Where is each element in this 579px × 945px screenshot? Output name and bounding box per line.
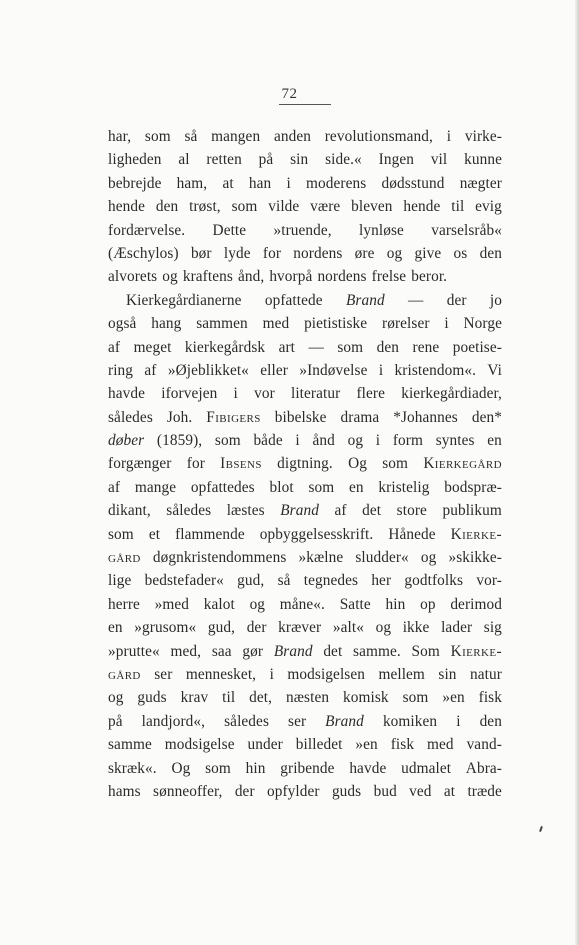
word: sig	[483, 619, 502, 637]
word: sønneoffer,	[153, 782, 223, 800]
word: som	[231, 198, 258, 216]
word: således	[108, 408, 153, 426]
word: med	[262, 315, 290, 333]
word: gård	[108, 665, 141, 683]
word: mange	[134, 478, 177, 496]
text-line	[108, 359, 502, 382]
word: saa	[211, 642, 232, 660]
word: give	[414, 244, 442, 262]
text-line	[108, 686, 502, 709]
text-line	[108, 195, 502, 218]
word: (Æschylos)	[108, 244, 179, 262]
word: ser	[288, 712, 307, 730]
word: komiken	[382, 712, 438, 730]
word: digtning.	[277, 455, 333, 473]
word: i	[378, 361, 384, 379]
word: vand-	[466, 736, 502, 754]
word: sin	[438, 665, 457, 683]
text-line	[108, 172, 502, 195]
word: Satte	[339, 595, 371, 613]
word: døber	[108, 432, 145, 450]
word: af	[334, 502, 347, 520]
word: det	[323, 642, 343, 660]
word: »med	[154, 595, 190, 613]
word: og	[420, 549, 437, 567]
word: for	[262, 244, 282, 262]
word: »skikke-	[448, 549, 502, 567]
word: vil	[430, 151, 448, 169]
word: i	[456, 712, 461, 730]
word: øre	[354, 244, 375, 262]
word: meget	[133, 338, 172, 356]
word: det,	[249, 689, 273, 707]
word: »en	[355, 736, 378, 754]
word: af	[108, 338, 121, 356]
word: revolutionsmand,	[324, 128, 433, 145]
text-line	[108, 733, 502, 756]
word: der	[234, 782, 255, 800]
word: landjord«,	[141, 712, 206, 730]
word: Og	[348, 455, 367, 473]
word: gud,	[207, 619, 236, 637]
word: iforvejen	[161, 385, 218, 403]
text-line	[108, 312, 502, 335]
word: modsigelse	[164, 736, 235, 754]
word: og	[375, 619, 392, 637]
word: —	[308, 338, 324, 356]
word: form	[392, 432, 423, 450]
word: hende	[403, 198, 441, 216]
word: havde	[349, 759, 387, 777]
word: hvorpå	[269, 268, 313, 286]
text-line	[108, 523, 502, 546]
word: hin	[245, 759, 266, 777]
word: gør	[242, 642, 264, 660]
word: den	[155, 198, 179, 216]
word: ring	[108, 361, 134, 379]
word: lynløse	[359, 221, 404, 239]
word: kristendom«.	[394, 361, 477, 379]
word: anden	[273, 128, 311, 145]
word: har,	[108, 128, 132, 145]
word: al	[178, 151, 190, 169]
text-line	[108, 710, 502, 733]
word: og	[386, 244, 403, 262]
word: med	[427, 736, 454, 754]
word: han	[248, 174, 272, 192]
word: hin	[385, 595, 406, 613]
text-line	[108, 663, 502, 686]
word: bibelske	[274, 408, 327, 426]
word: lige	[108, 572, 132, 590]
word: flammende	[175, 525, 245, 543]
word: det	[362, 502, 382, 520]
word: og	[108, 689, 124, 707]
word: kræver	[278, 619, 322, 637]
word: gud,	[237, 572, 265, 590]
word: den*	[471, 408, 502, 426]
word: Fibigers	[206, 408, 261, 426]
word: —	[408, 291, 424, 309]
word: ved	[409, 782, 432, 800]
word: Abra-	[465, 759, 502, 777]
body-text	[108, 125, 502, 803]
word: trøst,	[189, 198, 221, 216]
word: opbyggelsesskrift.	[259, 525, 374, 543]
word: bleven	[351, 198, 393, 216]
word: billedet	[295, 736, 343, 754]
word: kraftens	[182, 268, 233, 286]
word: i	[233, 385, 238, 403]
word: herre	[108, 595, 140, 613]
word: som	[214, 432, 241, 450]
word: den	[479, 244, 502, 262]
word: blot	[269, 478, 294, 496]
word: eller	[260, 361, 288, 379]
word: »kælne	[298, 549, 344, 567]
word: en	[349, 478, 364, 496]
word: poetise-	[452, 338, 502, 356]
word: »truende,	[273, 221, 332, 239]
word: kalot	[203, 595, 235, 613]
word: gård	[108, 549, 141, 567]
word: med,	[170, 642, 202, 660]
word: som	[205, 759, 231, 777]
word: den	[479, 712, 502, 730]
word: ikke	[402, 619, 430, 637]
word: »Øjeblikket«	[167, 361, 249, 379]
word: rene	[412, 338, 440, 356]
word: (1859),	[156, 432, 203, 450]
word: komisk	[343, 689, 389, 707]
word: os	[453, 244, 468, 262]
word: måne«.	[279, 595, 325, 613]
word: Og	[171, 759, 191, 777]
word: kierkegårdiader,	[401, 385, 502, 403]
word: Brand	[325, 712, 364, 730]
word: kristelig	[378, 478, 430, 496]
word: Brand	[345, 291, 385, 309]
text-line	[108, 219, 502, 242]
word: ånd	[312, 432, 335, 450]
word: kierkegårdsk	[184, 338, 266, 356]
word: godtfolks	[404, 572, 464, 590]
text-line	[108, 429, 502, 452]
word: vor	[254, 385, 275, 403]
text-line	[108, 780, 502, 803]
word: op	[420, 595, 436, 613]
word: i	[286, 174, 291, 192]
word: Kierkegårdianerne	[126, 291, 242, 309]
word: træde	[467, 782, 502, 800]
word: store	[396, 502, 427, 520]
word: »en	[442, 689, 465, 707]
word: drama	[340, 408, 380, 426]
text-line	[108, 289, 502, 312]
word: dødsstund	[381, 174, 445, 192]
word: natur	[470, 665, 502, 683]
word: varselsråb«	[431, 221, 502, 239]
word: nordens	[317, 268, 367, 286]
word: derimod	[450, 595, 502, 613]
text-line	[108, 616, 502, 639]
word: opfattede	[264, 291, 323, 309]
word: fisk	[390, 736, 415, 754]
word: hang	[151, 315, 182, 333]
text-line	[108, 406, 502, 429]
word: som	[402, 689, 429, 707]
word: sin	[290, 151, 309, 169]
word: Ingen	[378, 151, 414, 169]
word: moderens	[306, 174, 367, 192]
word: krav	[180, 689, 209, 707]
word: art	[278, 338, 296, 356]
word: opfattedes	[190, 478, 255, 496]
word: forgænger	[108, 455, 172, 473]
word: frelse	[371, 268, 407, 286]
word: ham,	[176, 174, 208, 192]
word: Ibsens	[220, 455, 262, 473]
word: skræk«.	[108, 759, 157, 777]
word: næsten	[286, 689, 330, 707]
page-number-rule	[279, 104, 331, 105]
word: i	[269, 665, 274, 683]
word: både	[253, 432, 283, 450]
word: så	[277, 572, 291, 590]
word: »grusom«	[134, 619, 197, 637]
word: døgnkristendommens	[152, 549, 287, 567]
page-number: 72	[281, 86, 298, 102]
word: som	[144, 128, 171, 145]
word: bebrejde	[108, 174, 162, 192]
word: Brand	[273, 642, 313, 660]
word: på	[258, 151, 274, 169]
word: tegnedes	[303, 572, 359, 590]
word: Som	[411, 642, 440, 660]
ink-speck	[539, 826, 543, 832]
word: og	[249, 595, 266, 613]
text-line	[108, 593, 502, 616]
word: ser	[154, 665, 173, 683]
word: nægter	[459, 174, 502, 192]
word: publikum	[442, 502, 502, 520]
word: en	[108, 619, 123, 637]
word: og	[347, 432, 364, 450]
word: nordens	[293, 244, 343, 262]
word: ligheden	[108, 151, 162, 169]
word: til	[222, 689, 236, 707]
word: Dette	[212, 221, 247, 239]
word: udmalet	[401, 759, 452, 777]
word: som	[108, 525, 134, 543]
word: Hånede	[388, 525, 436, 543]
text-line	[108, 569, 502, 592]
word: jo	[489, 291, 502, 309]
word: literatur	[290, 385, 341, 403]
word: af	[144, 361, 157, 379]
word: vor-	[476, 572, 502, 590]
word: som	[337, 338, 364, 356]
word: i	[295, 432, 300, 450]
word: for	[186, 455, 205, 473]
page-edge	[575, 0, 579, 945]
word: af	[108, 478, 121, 496]
word: side.«	[325, 151, 362, 169]
word: i	[446, 128, 452, 145]
word: Norge	[463, 315, 502, 333]
word: den	[376, 338, 400, 356]
word: som	[382, 455, 409, 473]
word: lader	[441, 619, 473, 637]
word: under	[247, 736, 283, 754]
word: her	[371, 572, 392, 590]
word: Brand	[280, 502, 319, 520]
word: der	[446, 291, 467, 309]
word: *Johannes	[393, 408, 458, 426]
word: bodspræ-	[444, 478, 502, 496]
text-line	[108, 336, 502, 359]
word: og	[162, 268, 178, 286]
word: dikant,	[108, 502, 151, 520]
word: samme	[108, 736, 152, 754]
word: fordærvelse.	[108, 221, 186, 239]
word: hams	[108, 782, 141, 800]
word: Kierke-	[450, 525, 502, 543]
text-line	[108, 452, 502, 475]
word: i	[444, 315, 449, 333]
text-line	[108, 148, 502, 171]
word: rørelser	[382, 315, 430, 333]
word: pietistiske	[304, 315, 368, 333]
word: alvorets	[108, 268, 158, 286]
word: samme.	[353, 642, 401, 660]
word: der	[246, 619, 267, 637]
word: således	[166, 502, 212, 520]
word: læstes	[226, 502, 265, 520]
word: havde	[108, 385, 146, 403]
word: kunne	[464, 151, 502, 169]
word: guds	[137, 689, 167, 707]
word: beror.	[411, 268, 448, 286]
word: mennesket,	[185, 665, 257, 683]
word: guds	[331, 782, 362, 800]
word: således	[224, 712, 269, 730]
word: lyde	[223, 244, 251, 262]
word: bud	[373, 782, 397, 800]
word: som	[308, 478, 335, 496]
word: vilde	[268, 198, 300, 216]
word: retten	[206, 151, 242, 169]
text-line	[108, 265, 502, 288]
word: fisk	[478, 689, 502, 707]
word: opfylder	[266, 782, 320, 800]
word: på	[108, 712, 123, 730]
text-line	[108, 382, 502, 405]
word: evig	[475, 198, 502, 216]
word: flere	[356, 385, 386, 403]
word: Joh.	[166, 408, 193, 426]
word: mangen	[211, 128, 261, 145]
word: bør	[190, 244, 212, 262]
word: bedstefader«	[144, 572, 224, 590]
text-line	[108, 546, 502, 569]
word: et	[148, 525, 161, 543]
word: virke-	[464, 128, 502, 145]
word: at	[222, 174, 234, 192]
word: modsigelsen	[287, 665, 365, 683]
word: være	[310, 198, 341, 216]
word: sludder«	[355, 549, 409, 567]
word: »prutte«	[108, 642, 160, 660]
word: så	[184, 128, 198, 145]
text-line	[108, 499, 502, 522]
word: »Indøvelse	[299, 361, 368, 379]
word: Kierke-	[450, 642, 502, 660]
word: Kierkegård	[423, 455, 502, 473]
text-line	[108, 476, 502, 499]
text-line	[108, 125, 502, 148]
word: hende	[108, 198, 146, 216]
text-line	[108, 757, 502, 780]
word: sammen	[196, 315, 248, 333]
word: mellem	[378, 665, 425, 683]
word: at	[443, 782, 456, 800]
word: en	[487, 432, 502, 450]
word: Vi	[487, 361, 502, 379]
word: syntes	[435, 432, 475, 450]
word: i	[375, 432, 381, 450]
text-line	[108, 640, 502, 663]
word: »alt«	[332, 619, 364, 637]
word: gribende	[280, 759, 335, 777]
word: til	[451, 198, 465, 216]
text-line	[108, 242, 502, 265]
word: også	[108, 315, 137, 333]
word: ånd,	[237, 268, 265, 286]
